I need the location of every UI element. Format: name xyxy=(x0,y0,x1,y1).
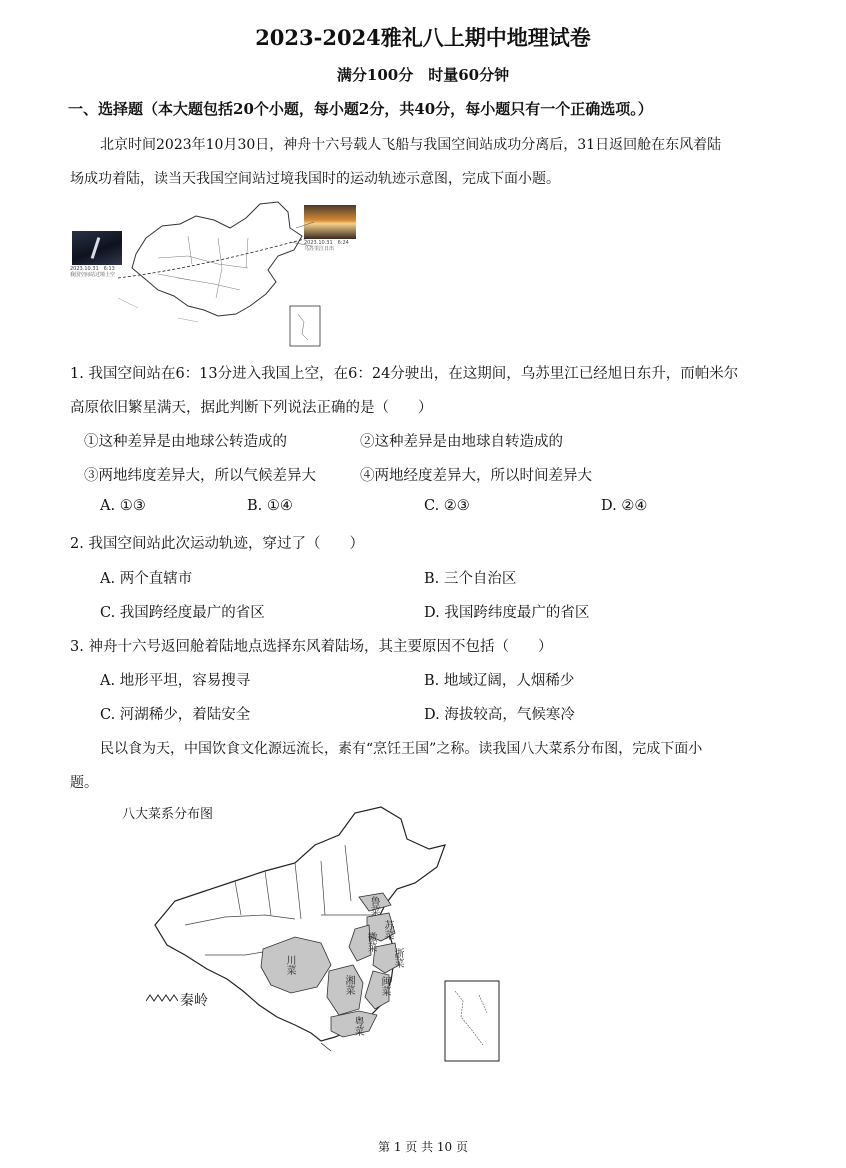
question-2-stem: 2. 我国空间站此次运动轨迹，穿过了（ ） xyxy=(70,536,364,552)
section-heading: 一、选择题（本大题包括20个小题，每小题2分，共40分，每小题只有一个正确选项。） xyxy=(68,100,653,118)
question-1-option-c[interactable]: C. ②③ xyxy=(424,498,470,514)
question-1-statement: ②这种差异是由地球自转造成的 xyxy=(360,434,563,450)
question-1-statement: ①这种差异是由地球公转造成的 xyxy=(84,434,287,450)
question-2-option-b[interactable]: B. 三个自治区 xyxy=(424,571,517,587)
legend-qinling: 秦岭 xyxy=(180,992,208,1008)
photo-caption-left: 2023.10.31 6:13 xyxy=(70,266,115,272)
cuisine-label-zhejiang: 浙菜 xyxy=(392,948,403,968)
china-outline-map-2 xyxy=(145,805,505,1065)
question-1-stem: 1. 我国空间站在6：13分进入我国上空，在6：24分驶出，在这期间，乌苏里江已经旭日东升，而帕米尔 xyxy=(70,366,739,382)
intro-paragraph-line: 民以食为天，中国饮食文化源远流长，素有“烹饪王国”之称。读我国八大菜系分布图，完成下面小 xyxy=(100,741,703,757)
night-sky-photo xyxy=(72,231,122,265)
question-1-option-b[interactable]: B. ①④ xyxy=(247,498,293,514)
page-footer: 第 1 页 共 10 页 xyxy=(378,1140,468,1154)
cuisine-label-guangdong: 粤菜 xyxy=(352,1016,363,1036)
china-outline-map-1 xyxy=(118,198,328,348)
cuisine-label-anhui: 徽菜 xyxy=(365,932,376,952)
question-3-option-c[interactable]: C. 河湖稀少，着陆安全 xyxy=(100,707,251,723)
question-1-option-d[interactable]: D. ②④ xyxy=(601,498,648,514)
intro-paragraph-line: 题。 xyxy=(70,775,98,791)
question-3-stem: 3. 神舟十六号返回舱着陆地点选择东风着陆场，其主要原因不包括（ ） xyxy=(70,639,553,655)
question-2-option-a[interactable]: A. 两个直辖市 xyxy=(100,571,193,587)
question-3-option-d[interactable]: D. 海拔较高，气候寒冷 xyxy=(424,707,575,723)
photo-caption-left: 我国空间站过境上空 xyxy=(70,272,116,278)
question-1-option-a[interactable]: A. ①③ xyxy=(100,498,146,514)
question-2-option-c[interactable]: C. 我国跨经度最广的省区 xyxy=(100,605,265,621)
photo-caption-right: 2023.10.31 6:24 xyxy=(304,240,349,246)
cuisine-label-shandong: 鲁菜 xyxy=(368,896,379,916)
question-1-stem: 高原依旧繁星满天，据此判断下列说法正确的是（ ） xyxy=(70,400,433,416)
cuisine-label-sichuan: 川菜 xyxy=(284,955,295,975)
cuisine-map-title: 八大菜系分布图 xyxy=(122,806,214,821)
cuisine-label-hunan: 湘菜 xyxy=(343,975,354,995)
intro-paragraph-line: 北京时间2023年10月30日，神舟十六号载人飞船与我国空间站成功分离后，31日返回舱在东风着陆 xyxy=(100,137,722,153)
page-title: 2023-2024雅礼八上期中地理试卷 xyxy=(255,25,591,50)
question-1-statement: ④两地经度差异大，所以时间差异大 xyxy=(360,468,592,484)
question-3-option-a[interactable]: A. 地形平坦，容易搜寻 xyxy=(100,673,251,689)
intro-paragraph-line: 场成功着陆，读当天我国空间站过境我国时的运动轨迹示意图，完成下面小题。 xyxy=(70,171,560,187)
question-3-option-b[interactable]: B. 地域辽阔，人烟稀少 xyxy=(424,673,575,689)
mountain-range-icon xyxy=(146,993,178,1003)
cuisine-label-jiangsu: 苏菜 xyxy=(382,920,393,940)
photo-caption-right: 乌苏里江日出 xyxy=(304,246,335,252)
question-2-option-d[interactable]: D. 我国跨纬度最广的省区 xyxy=(424,605,590,621)
cuisine-label-fujian: 闽菜 xyxy=(379,976,390,996)
question-1-statement: ③两地纬度差异大，所以气候差异大 xyxy=(84,468,316,484)
exam-info: 满分100分 时量60分钟 xyxy=(336,66,510,84)
